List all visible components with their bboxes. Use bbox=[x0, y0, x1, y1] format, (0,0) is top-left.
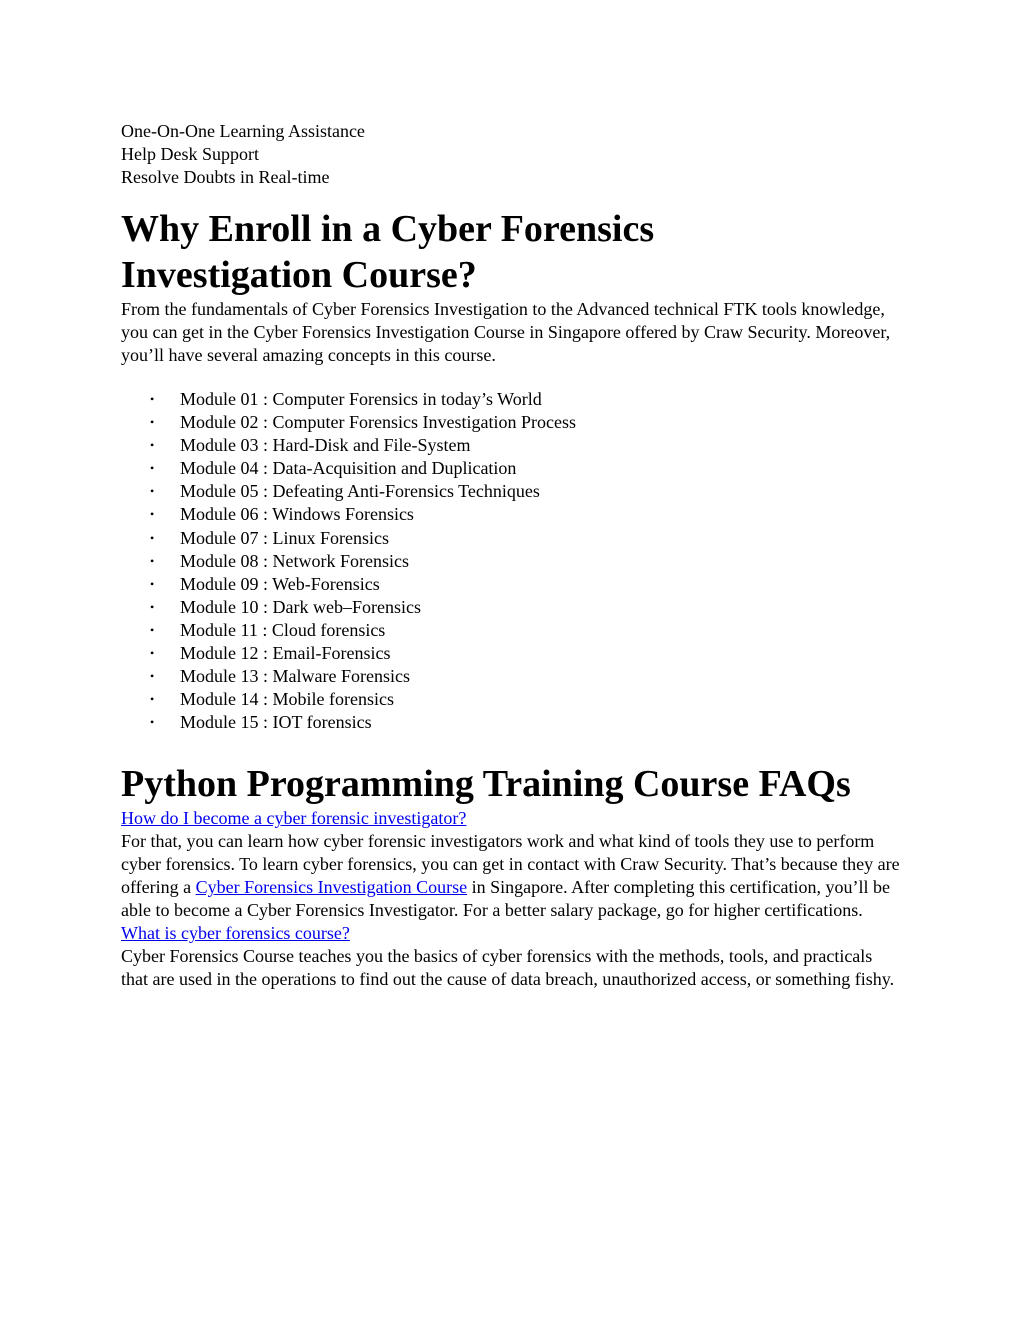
document-page bbox=[121, 120, 901, 991]
list-item bbox=[121, 642, 901, 665]
faq-answer-1 bbox=[121, 830, 901, 922]
bullet-icon: • bbox=[150, 392, 155, 406]
module-label: Module 03 : Hard-Disk and File-System bbox=[180, 435, 471, 456]
bullet-icon: • bbox=[150, 646, 155, 661]
why-heading-line1: Why Enroll in a Cyber Forensics bbox=[121, 208, 655, 250]
faq-answer-1-text-end: in Singapore. After completing this certification, you’ll be able to become a Cyber Forensics Investigator. For a better salary package, go for higher certifications. bbox=[121, 877, 891, 921]
bullet-icon: • bbox=[150, 438, 155, 453]
list-item bbox=[121, 711, 901, 734]
list-item bbox=[121, 550, 901, 573]
list-item bbox=[121, 503, 901, 526]
intro-line: One-On-One Learning Assistance bbox=[121, 121, 365, 141]
bullet-icon: • bbox=[150, 415, 155, 430]
faq-answer-1-text: For that, you can learn how cyber forensic investigators work and what kind of tools they use to perform cyber forensics. To learn cyber forensics, you can get in contact with Craw Security. That’s because they are offering a bbox=[121, 831, 900, 898]
faq-question-2-link[interactable]: What is cyber forensics course? bbox=[121, 923, 350, 944]
module-label: Module 12 : Email-Forensics bbox=[180, 643, 391, 664]
list-item bbox=[121, 596, 901, 619]
faq-question-2 bbox=[121, 922, 901, 945]
module-label: Module 01 : Computer Forensics in today’s World bbox=[180, 389, 542, 409]
why-enroll-paragraph: From the fundamentals of Cyber Forensics Investigation to the Advanced technical FTK tools knowledge, you can get in the Cyber Forensics Investigation Course in Singapore offered by Craw Security. Moreover, you’ll have several amazing concepts in this course. bbox=[121, 299, 891, 365]
bullet-icon: • bbox=[150, 576, 155, 591]
module-label: Module 02 : Computer Forensics Investigation Process bbox=[180, 412, 576, 433]
module-label: Module 15 : IOT forensics bbox=[180, 712, 372, 733]
cyber-forensics-course-link[interactable]: Cyber Forensics Investigation Course bbox=[195, 877, 468, 898]
module-label: Module 13 : Malware Forensics bbox=[180, 666, 410, 687]
list-item bbox=[121, 388, 901, 411]
faq-heading: Python Programming Training Course FAQs bbox=[121, 763, 851, 806]
bullet-icon: • bbox=[150, 507, 155, 522]
bullet-icon: • bbox=[150, 484, 155, 499]
bullet-icon: • bbox=[150, 692, 155, 707]
bullet-icon: • bbox=[150, 461, 155, 476]
module-label: Module 05 : Defeating Anti-Forensics Techniques bbox=[180, 481, 540, 502]
bullet-icon: • bbox=[150, 622, 155, 637]
module-label: Module 06 : Windows Forensics bbox=[180, 504, 414, 525]
list-item bbox=[121, 434, 901, 457]
bullet-icon: • bbox=[150, 669, 155, 684]
list-item bbox=[121, 457, 901, 480]
list-item bbox=[121, 573, 901, 596]
module-label: Module 07 : Linux Forensics bbox=[180, 527, 389, 548]
module-label: Module 08 : Network Forensics bbox=[180, 550, 409, 571]
list-item bbox=[121, 411, 901, 434]
list-item bbox=[121, 527, 901, 550]
intro-line: Resolve Doubts in Real-time bbox=[121, 167, 330, 187]
bullet-icon: • bbox=[150, 553, 155, 568]
faq-question-1 bbox=[121, 807, 901, 830]
intro-line: Help Desk Support bbox=[121, 144, 259, 164]
faq-answer-2: Cyber Forensics Course teaches you the basics of cyber forensics with the methods, tools, and practicals that are used in the operations to find out the cause of data breach, unauthorized access, or something fishy. bbox=[121, 946, 895, 990]
module-label: Module 11 : Cloud forensics bbox=[180, 619, 386, 640]
module-label: Module 10 : Dark web–Forensics bbox=[180, 596, 421, 617]
module-label: Module 04 : Data-Acquisition and Duplication bbox=[180, 458, 517, 479]
module-list bbox=[121, 388, 901, 734]
module-label: Module 09 : Web-Forensics bbox=[180, 573, 380, 594]
why-heading-line2: Investigation Course? bbox=[121, 254, 477, 296]
faq-question-1-link[interactable]: How do I become a cyber forensic investigator? bbox=[121, 808, 467, 829]
list-item bbox=[121, 665, 901, 688]
module-label: Module 14 : Mobile forensics bbox=[180, 689, 394, 710]
intro-lines bbox=[121, 120, 901, 189]
bullet-icon: • bbox=[150, 599, 155, 614]
bullet-icon: • bbox=[150, 715, 155, 730]
bullet-icon: • bbox=[150, 530, 155, 545]
list-item bbox=[121, 480, 901, 503]
list-item bbox=[121, 619, 901, 642]
why-enroll-heading bbox=[121, 206, 901, 298]
list-item bbox=[121, 688, 901, 711]
